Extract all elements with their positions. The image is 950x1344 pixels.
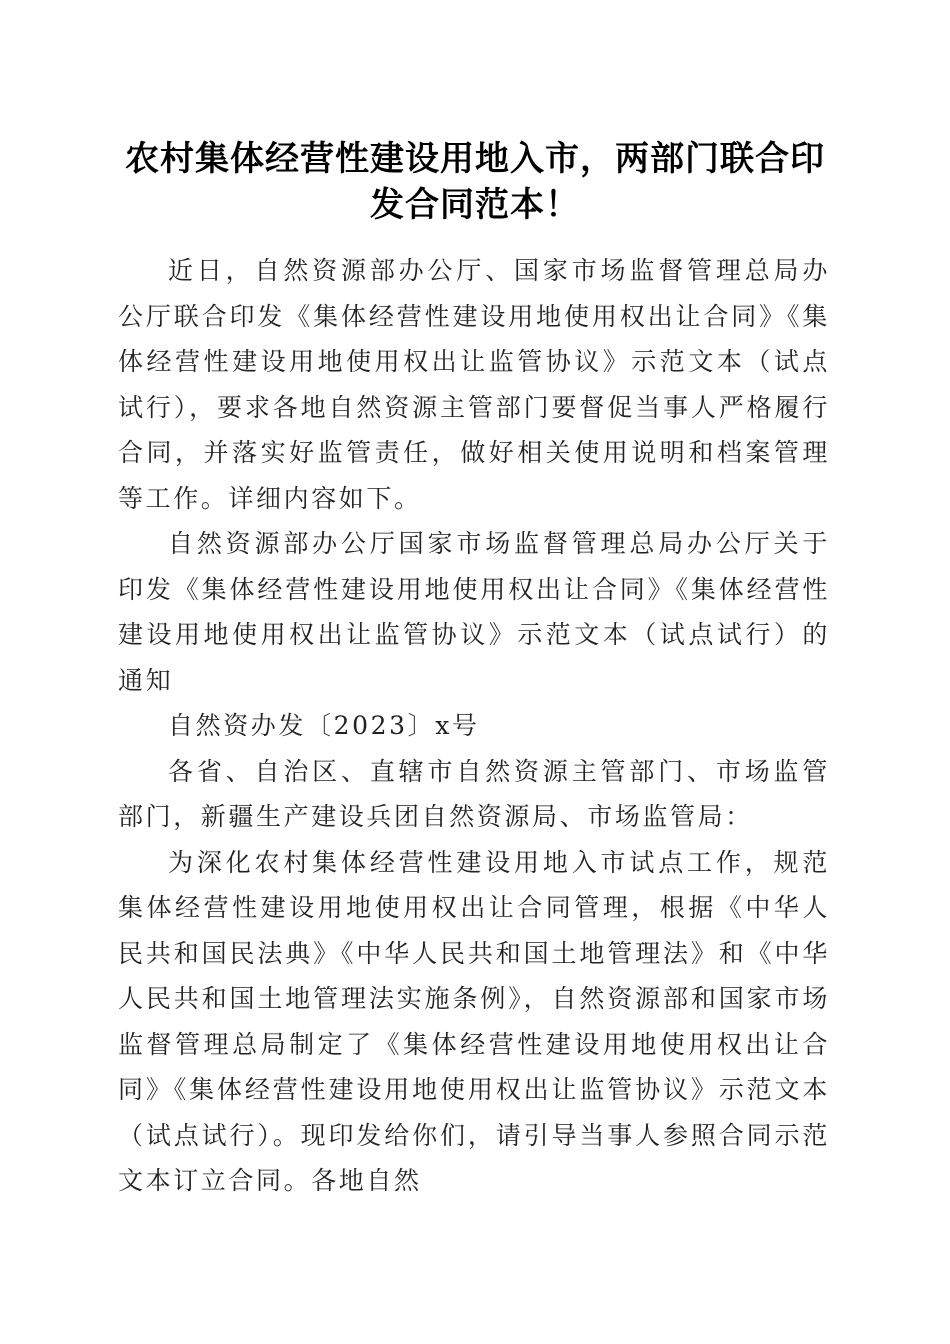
document-body	[118, 248, 830, 1204]
paragraph-main-body: 为深化农村集体经营性建设用地入市试点工作，规范集体经营性建设用地使用权出让合同管理，根据《中华人民共和国民法典》《中华人民共和国土地管理法》和《中华人民共和国土地管理法实施条例》，自然资源部和国家市场监督管理总局制定了《集体经营性建设用地使用权出让合同》《集体经营性建设用地使用权出让监管协议》示范文本（试点试行）。现印发给你们，请引导当事人参照合同示范文本订立合同。各地自然	[118, 847, 830, 1195]
paragraph-intro: 近日，自然资源部办公厅、国家市场监督管理总局办公厅联合印发《集体经营性建设用地使用权出让合同》《集体经营性建设用地使用权出让监管协议》示范文本（试点试行），要求各地自然资源主管部门要督促当事人严格履行合同，并落实好监管责任，做好相关使用说明和档案管理等工作。详细内容如下。	[118, 256, 830, 513]
paragraph-addressees: 各省、自治区、直辖市自然资源主管部门、市场监管部门，新疆生产建设兵团自然资源局、市场监管局：	[118, 756, 830, 831]
paragraph-notice-title: 自然资源部办公厅国家市场监督管理总局办公厅关于印发《集体经营性建设用地使用权出让合同》《集体经营性建设用地使用权出让监管协议》示范文本（试点试行）的通知	[118, 529, 830, 695]
paragraph-document-number: 自然资办发〔2023〕x号	[168, 711, 480, 740]
document-title: 农村集体经营性建设用地入市，两部门联合印发合同范本！	[125, 139, 825, 225]
